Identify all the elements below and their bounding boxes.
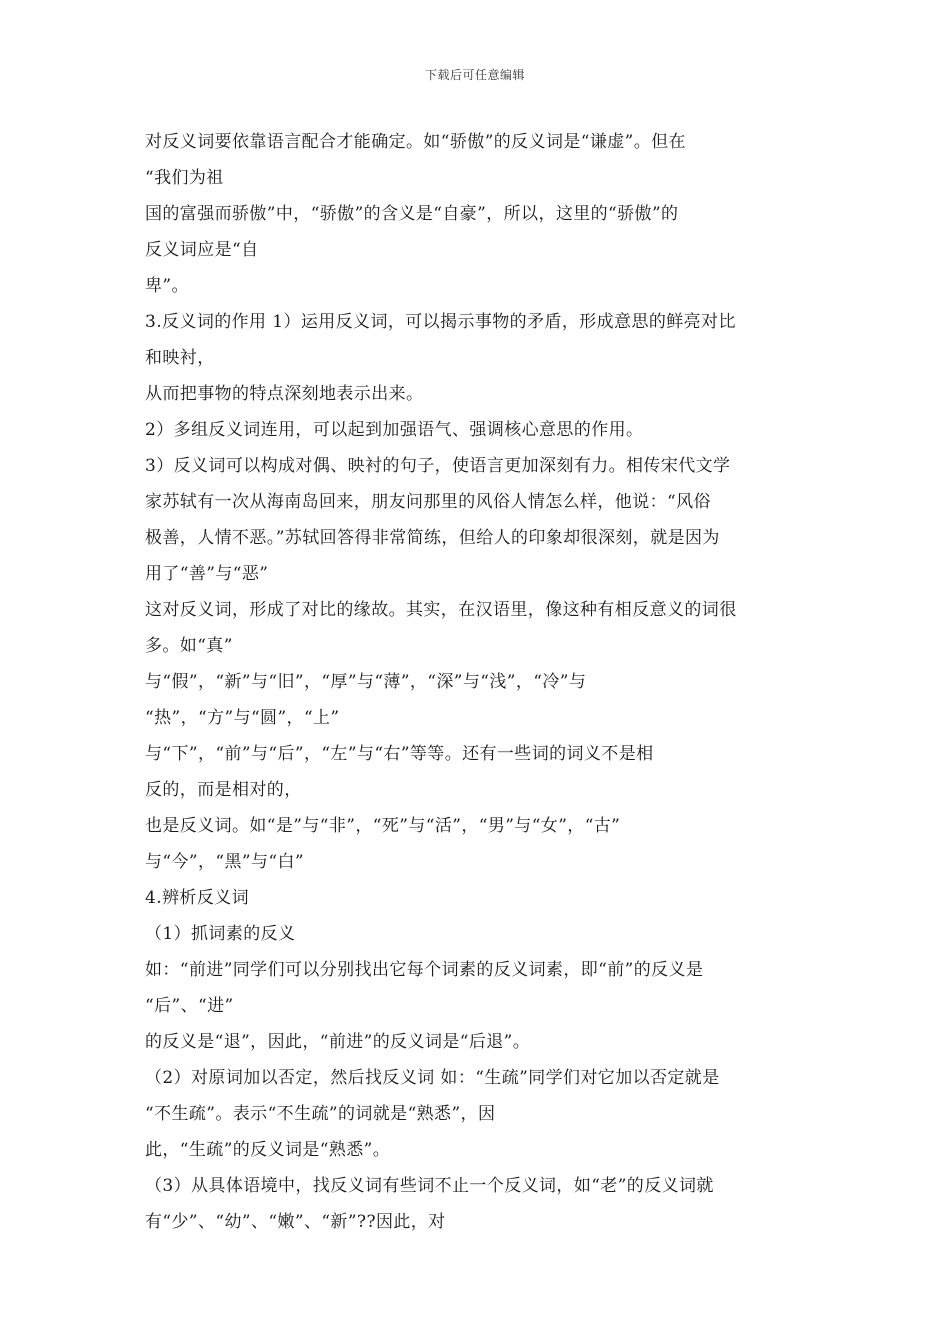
text-line: 卑”。 (145, 276, 189, 296)
text-line: 家苏轼有一次从海南岛回来，朋友问那里的风俗人情怎么样，他说：“风俗 (145, 492, 711, 512)
text-line: （3）从具体语境中，找反义词有些词不止一个反义词，如“老”的反义词就 (145, 1176, 714, 1196)
text-line: 与“下”，“前”与“后”，“左”与“右”等等。还有一些词的词义不是相 (145, 744, 654, 764)
text-line: 3.反义词的作用 1）运用反义词，可以揭示事物的矛盾，形成意思的鲜亮对比 (145, 312, 736, 332)
text-line: 和映衬， (145, 348, 215, 368)
text-line: 这对反义词，形成了对比的缘故。其实，在汉语里，像这种有相反意义的词很 (145, 600, 737, 620)
page-header: 下载后可任意编辑 (424, 68, 525, 82)
text-line: 如：“前进”同学们可以分别找出它每个词素的反义词素，即“前”的反义是 (145, 960, 704, 980)
text-line: 从而把事物的特点深刻地表示出来。 (145, 384, 424, 404)
text-line: “我们为祖 (145, 168, 224, 188)
text-line: 国的富强而骄傲”中，“骄傲”的含义是“自豪”，所以，这里的“骄傲”的 (145, 204, 679, 224)
text-line: 有“少”、“幼”、“嫩”、“新”??因此，对 (145, 1212, 446, 1232)
text-line: 此，“生疏”的反义词是“熟悉”。 (145, 1140, 391, 1160)
text-line: 反的，而是相对的， (145, 780, 302, 800)
text-line: “后”、“进” (145, 996, 234, 1016)
text-line: （1）抓词素的反义 (145, 924, 296, 944)
text-line: 也是反义词。如“是”与“非”，“死”与“活”，“男”与“女”，“古” (145, 816, 621, 836)
text-line: “热”，“方”与“圆”，“上” (145, 708, 340, 728)
text-line: “不生疏”。表示“不生疏”的词就是“熟悉”，因 (145, 1104, 496, 1124)
text-line: 与“今”，“黑”与“白” (145, 852, 304, 872)
text-line: 反义词应是“自 (145, 240, 259, 260)
section-heading: 4.辨析反义词 (145, 888, 250, 908)
text-line: （2）对原词加以否定，然后找反义词 如：“生疏”同学们对它加以否定就是 (145, 1068, 720, 1088)
text-line: 与“假”，“新”与“旧”，“厚”与“薄”，“深”与“浅”，“冷”与 (145, 672, 587, 692)
text-line: 对反义词要依靠语言配合才能确定。如“骄傲”的反义词是“谦虚”。但在 (145, 132, 686, 152)
text-line: 2）多组反义词连用，可以起到加强语气、强调核心意思的作用。 (145, 420, 644, 440)
document-body (145, 124, 815, 1240)
text-line: 3）反义词可以构成对偶、映衬的句子，使语言更加深刻有力。相传宋代文学 (145, 456, 731, 476)
text-line: 多。如“真” (145, 636, 233, 656)
text-line: 的反义是“退”，因此，“前进”的反义词是“后退”。 (145, 1032, 531, 1052)
text-line: 用了“善”与“恶” (145, 564, 269, 584)
text-line: 极善，人情不恶。”苏轼回答得非常简练，但给人的印象却很深刻，就是因为 (145, 528, 720, 548)
